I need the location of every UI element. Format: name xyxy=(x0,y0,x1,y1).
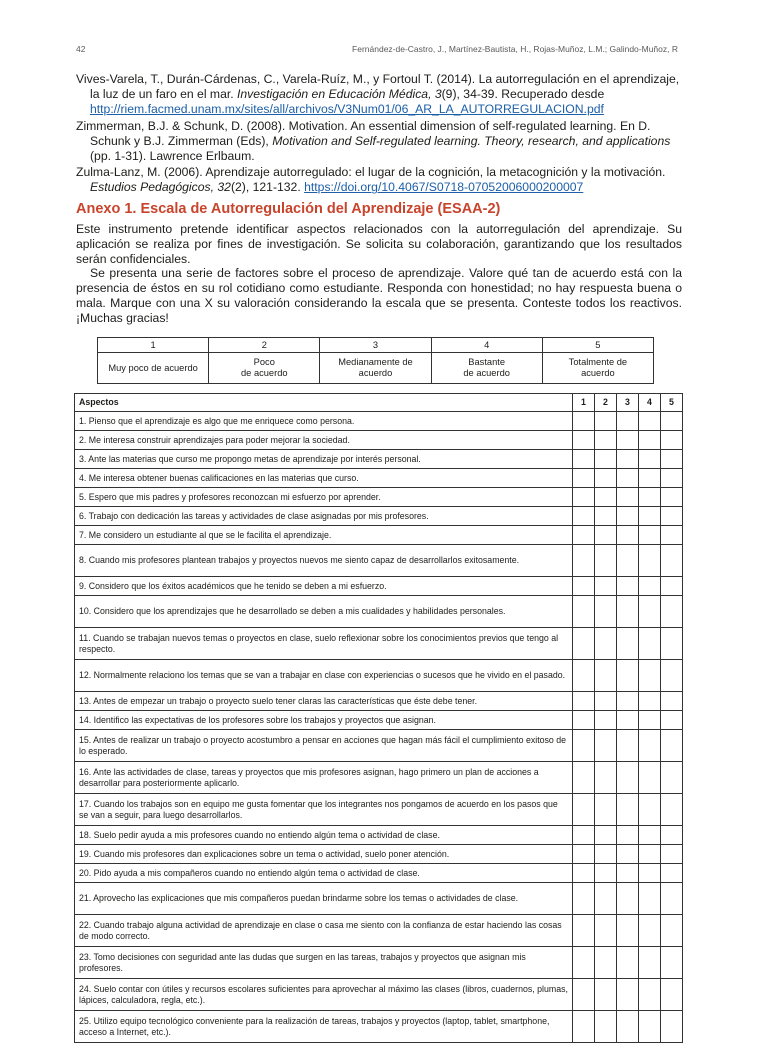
aspect-statement: 16. Ante las actividades de clase, tareas y proyectos que mis profesores asignan, hago primero un plan de acciones a desarrollar para posteriormente aplicarlo. xyxy=(75,762,573,794)
rating-cell[interactable] xyxy=(661,596,683,628)
rating-cell[interactable] xyxy=(661,577,683,596)
rating-cell[interactable] xyxy=(595,864,617,883)
aspect-statement: 22. Cuando trabajo alguna actividad de aprendizaje en clase o casa me siento con la confianza de estar haciendo las cosas de modo correcto. xyxy=(75,915,573,947)
aspect-statement: 12. Normalmente relaciono los temas que se van a trabajar en clase con experiencias o sucesos que he vivido en el pasado. xyxy=(75,660,573,692)
rating-cell[interactable] xyxy=(573,915,595,947)
rating-cell[interactable] xyxy=(661,450,683,469)
rating-cell[interactable] xyxy=(639,883,661,915)
rating-cell[interactable] xyxy=(595,596,617,628)
rating-cell[interactable] xyxy=(661,545,683,577)
rating-cell[interactable] xyxy=(639,596,661,628)
rating-cell[interactable] xyxy=(573,979,595,1011)
rating-cell[interactable] xyxy=(661,883,683,915)
rating-cell[interactable] xyxy=(573,1011,595,1043)
aspect-statement: 20. Pido ayuda a mis compañeros cuando no entiendo algún tema o actividad de clase. xyxy=(75,864,573,883)
rating-cell[interactable] xyxy=(595,826,617,845)
rating-cell[interactable] xyxy=(573,883,595,915)
aspect-statement: 13. Antes de empezar un trabajo o proyecto suelo tener claras las características que éste debe tener. xyxy=(75,692,573,711)
aspect-statement: 7. Me considero un estudiante al que se le facilita el aprendizaje. xyxy=(75,526,573,545)
aspect-statement: 4. Me interesa obtener buenas calificaciones en las materias que curso. xyxy=(75,469,573,488)
rating-cell[interactable] xyxy=(617,730,639,762)
aspect-statement: 9. Considero que los éxitos académicos que he tenido se deben a mi esfuerzo. xyxy=(75,577,573,596)
scale-number: 3 xyxy=(320,338,431,353)
annex-title: Anexo 1. Escala de Autorregulación del Aprendizaje (ESAA-2) xyxy=(76,201,501,217)
scale-label: Poco de acuerdo xyxy=(209,353,320,384)
rating-cell[interactable] xyxy=(661,947,683,979)
reference-entry: Vives-Varela, T., Durán-Cárdenas, C., Varela-Ruíz, M., y Fortoul T. (2014). La autorregulación en el aprendizaje, la luz de un faro en el mar. Investigación en Educación Médica, 3(9), 34-39. Recuperado desde http://riem.facmed.unam.mx/sites/all/archivos/V3Num01/06_AR_LA_AUTORREGULACION.pdf xyxy=(76,72,680,117)
rating-cell[interactable] xyxy=(639,979,661,1011)
running-header-authors: Fernández-de-Castro, J., Martínez-Bautista, H., Rojas-Muñoz, L.M.; Galindo-Muñoz, R xyxy=(352,44,678,54)
rating-cell[interactable] xyxy=(617,845,639,864)
scale-label: Totalmente de acuerdo xyxy=(542,353,653,384)
table-row xyxy=(75,431,683,450)
rating-cell[interactable] xyxy=(573,545,595,577)
rating-cell[interactable] xyxy=(573,692,595,711)
rating-cell[interactable] xyxy=(617,628,639,660)
table-row xyxy=(75,412,683,431)
rating-cell[interactable] xyxy=(661,692,683,711)
rating-cell[interactable] xyxy=(639,794,661,826)
rating-cell[interactable] xyxy=(639,526,661,545)
rating-cell[interactable] xyxy=(661,864,683,883)
rating-cell[interactable] xyxy=(617,660,639,692)
rating-column-header: 2 xyxy=(595,394,617,412)
reference-link[interactable]: http://riem.facmed.unam.mx/sites/all/archivos/V3Num01/06_AR_LA_AUTORREGULACION.pdf xyxy=(90,102,604,117)
scale-label: Bastante de acuerdo xyxy=(431,353,542,384)
rating-cell[interactable] xyxy=(595,469,617,488)
aspect-statement: 1. Pienso que el aprendizaje es algo que me enriquece como persona. xyxy=(75,412,573,431)
rating-cell[interactable] xyxy=(573,947,595,979)
scale-label: Medianamente de acuerdo xyxy=(320,353,431,384)
table-row xyxy=(75,730,683,762)
rating-cell[interactable] xyxy=(617,915,639,947)
rating-cell[interactable] xyxy=(595,507,617,526)
rating-cell[interactable] xyxy=(573,660,595,692)
running-header xyxy=(76,44,678,58)
rating-cell[interactable] xyxy=(595,412,617,431)
rating-cell[interactable] xyxy=(573,596,595,628)
rating-cell[interactable] xyxy=(595,431,617,450)
rating-cell[interactable] xyxy=(661,979,683,1011)
table-row xyxy=(75,596,683,628)
rating-cell[interactable] xyxy=(595,660,617,692)
rating-cell[interactable] xyxy=(639,488,661,507)
aspect-statement: 18. Suelo pedir ayuda a mis profesores cuando no entiendo algún tema o actividad de clase. xyxy=(75,826,573,845)
rating-cell[interactable] xyxy=(573,826,595,845)
scale-number: 4 xyxy=(431,338,542,353)
aspect-statement: 11. Cuando se trabajan nuevos temas o proyectos en clase, suelo reflexionar sobre los conocimientos previos que tengo al respecto. xyxy=(75,628,573,660)
rating-cell[interactable] xyxy=(661,730,683,762)
rating-cell[interactable] xyxy=(661,628,683,660)
rating-cell[interactable] xyxy=(639,845,661,864)
rating-cell[interactable] xyxy=(661,412,683,431)
instructions-paragraph: Este instrumento pretende identificar aspectos relacionados con la autorregulación del aprendizaje. Su aplicación se realiza por fines de investigación. Se solicita su colaboración, garantizando que los resultados serán confidenciales. xyxy=(76,222,682,266)
rating-cell[interactable] xyxy=(617,596,639,628)
references-list xyxy=(76,72,682,197)
rating-cell[interactable] xyxy=(661,762,683,794)
rating-cell[interactable] xyxy=(639,412,661,431)
rating-cell[interactable] xyxy=(617,864,639,883)
scale-label: Muy poco de acuerdo xyxy=(98,353,209,384)
rating-cell[interactable] xyxy=(573,526,595,545)
table-row xyxy=(75,711,683,730)
rating-cell[interactable] xyxy=(639,711,661,730)
rating-cell[interactable] xyxy=(639,730,661,762)
aspect-statement: 5. Espero que mis padres y profesores reconozcan mi esfuerzo por aprender. xyxy=(75,488,573,507)
rating-cell[interactable] xyxy=(661,845,683,864)
rating-cell[interactable] xyxy=(595,730,617,762)
instructions-paragraph: Se presenta una serie de factores sobre el proceso de aprendizaje. Valore qué tan de acuerdo está con la presencia de éstos en su rol cotidiano como estudiante. Responda con honestidad; no hay respuesta buena o mala. Marque con una X su valoración considerando la escala que se presenta. Conteste todos los reactivos. ¡Muchas gracias! xyxy=(76,266,682,325)
table-row xyxy=(75,469,683,488)
rating-cell[interactable] xyxy=(595,947,617,979)
rating-cell[interactable] xyxy=(573,628,595,660)
rating-column-header: 1 xyxy=(573,394,595,412)
rating-cell[interactable] xyxy=(617,1011,639,1043)
rating-cell[interactable] xyxy=(639,545,661,577)
rating-cell[interactable] xyxy=(573,412,595,431)
rating-cell[interactable] xyxy=(617,545,639,577)
table-row xyxy=(75,826,683,845)
rating-cell[interactable] xyxy=(617,488,639,507)
rating-cell[interactable] xyxy=(617,431,639,450)
rating-cell[interactable] xyxy=(661,488,683,507)
rating-cell[interactable] xyxy=(639,450,661,469)
rating-cell[interactable] xyxy=(595,883,617,915)
rating-cell[interactable] xyxy=(639,431,661,450)
rating-cell[interactable] xyxy=(639,826,661,845)
rating-cell[interactable] xyxy=(595,711,617,730)
reference-link[interactable]: https://doi.org/10.4067/S0718-07052006000200007 xyxy=(304,180,584,195)
rating-cell[interactable] xyxy=(617,692,639,711)
rating-cell[interactable] xyxy=(617,979,639,1011)
rating-cell[interactable] xyxy=(573,845,595,864)
rating-cell[interactable] xyxy=(595,628,617,660)
table-row xyxy=(75,979,683,1011)
page-number: 42 xyxy=(76,44,86,54)
reference-entry: Zimmerman, B.J. & Schunk, D. (2008). Motivation. An essential dimension of self-regulated learning. En D. Schunk y B.J. Zimmerman (Eds), Motivation and Self-regulated learning. Theory, research, and applications (pp. 1-31). Lawrence Erlbaum. xyxy=(76,118,671,164)
rating-cell[interactable] xyxy=(595,577,617,596)
reference-entry: Zulma-Lanz, M. (2006). Aprendizaje autorregulado: el lugar de la cognición, la metacognición y la motivación. Estudios Pedagógicos, 32(2), 121-132. https://doi.org/10.4067/S0718-07052006000200007 xyxy=(76,165,666,195)
aspect-statement: 19. Cuando mis profesores dan explicaciones sobre un tema o actividad, suelo poner atención. xyxy=(75,845,573,864)
table-row xyxy=(75,628,683,660)
rating-cell[interactable] xyxy=(595,526,617,545)
rating-cell[interactable] xyxy=(639,469,661,488)
table-row xyxy=(75,488,683,507)
rating-cell[interactable] xyxy=(617,450,639,469)
rating-cell[interactable] xyxy=(573,507,595,526)
rating-cell[interactable] xyxy=(617,883,639,915)
rating-cell[interactable] xyxy=(617,947,639,979)
rating-cell[interactable] xyxy=(617,507,639,526)
table-row xyxy=(75,660,683,692)
rating-cell[interactable] xyxy=(661,1011,683,1043)
rating-cell[interactable] xyxy=(573,431,595,450)
rating-cell[interactable] xyxy=(661,794,683,826)
rating-cell[interactable] xyxy=(639,947,661,979)
scale-number: 1 xyxy=(98,338,209,353)
table-row xyxy=(75,883,683,915)
rating-cell[interactable] xyxy=(661,660,683,692)
rating-cell[interactable] xyxy=(617,577,639,596)
rating-cell[interactable] xyxy=(617,469,639,488)
table-row xyxy=(75,1011,683,1043)
table-row xyxy=(75,692,683,711)
aspect-statement: 23. Tomo decisiones con seguridad ante las dudas que surgen en las tareas, trabajos y proyectos que asignan mis profesores. xyxy=(75,947,573,979)
rating-cell[interactable] xyxy=(617,526,639,545)
rating-cell[interactable] xyxy=(595,915,617,947)
rating-cell[interactable] xyxy=(573,450,595,469)
rating-cell[interactable] xyxy=(639,864,661,883)
aspect-statement: 8. Cuando mis profesores plantean trabajos y proyectos nuevos me siento capaz de desarrollarlos exitosamente. xyxy=(75,545,573,577)
table-row xyxy=(75,507,683,526)
aspect-statement: 17. Cuando los trabajos son en equipo me gusta fomentar que los integrantes nos pongamos de acuerdo en los pasos que se van a seguir, para luego desarrollarlos. xyxy=(75,794,573,826)
rating-cell[interactable] xyxy=(617,711,639,730)
rating-cell[interactable] xyxy=(595,794,617,826)
rating-cell[interactable] xyxy=(639,577,661,596)
rating-column-header: 3 xyxy=(617,394,639,412)
rating-cell[interactable] xyxy=(661,711,683,730)
rating-cell[interactable] xyxy=(573,469,595,488)
rating-cell[interactable] xyxy=(573,794,595,826)
table-row xyxy=(75,450,683,469)
rating-cell[interactable] xyxy=(595,488,617,507)
rating-cell[interactable] xyxy=(661,469,683,488)
aspect-statement: 2. Me interesa construir aprendizajes para poder mejorar la sociedad. xyxy=(75,431,573,450)
rating-cell[interactable] xyxy=(639,692,661,711)
table-row xyxy=(75,915,683,947)
rating-column-header: 4 xyxy=(639,394,661,412)
table-row xyxy=(75,947,683,979)
rating-cell[interactable] xyxy=(639,628,661,660)
table-row xyxy=(75,526,683,545)
rating-cell[interactable] xyxy=(573,762,595,794)
scale-number: 5 xyxy=(542,338,653,353)
rating-cell[interactable] xyxy=(595,762,617,794)
aspect-statement: 3. Ante las materias que curso me propongo metas de aprendizaje por interés personal. xyxy=(75,450,573,469)
rating-cell[interactable] xyxy=(639,507,661,526)
instructions xyxy=(76,222,682,326)
rating-cell[interactable] xyxy=(573,730,595,762)
scale-number: 2 xyxy=(209,338,320,353)
table-row xyxy=(75,545,683,577)
rating-cell[interactable] xyxy=(617,794,639,826)
rating-cell[interactable] xyxy=(573,864,595,883)
aspect-statement: 15. Antes de realizar un trabajo o proyecto acostumbro a pensar en acciones que hagan más fácil el cumplimiento exitoso de lo esperado. xyxy=(75,730,573,762)
rating-cell[interactable] xyxy=(661,526,683,545)
table-row xyxy=(75,794,683,826)
rating-cell[interactable] xyxy=(573,488,595,507)
table-row xyxy=(75,864,683,883)
aspect-statement: 10. Considero que los aprendizajes que he desarrollado se deben a mis cualidades y habilidades personales. xyxy=(75,596,573,628)
rating-scale-table xyxy=(97,337,654,384)
aspects-column-header: Aspectos xyxy=(75,394,573,412)
rating-cell[interactable] xyxy=(661,507,683,526)
aspect-statement: 24. Suelo contar con útiles y recursos escolares suficientes para aprovechar al máximo las clases (libros, cuadernos, plumas, lápices, calculadora, regla, etc.). xyxy=(75,979,573,1011)
rating-column-header: 5 xyxy=(661,394,683,412)
aspect-statement: 21. Aprovecho las explicaciones que mis compañeros puedan brindarme sobre los temas o actividades de clase. xyxy=(75,883,573,915)
aspect-statement: 25. Utilizo equipo tecnológico conveniente para la realización de tareas, trabajos y proyectos (laptop, tablet, smartphone, acceso a Internet, etc.). xyxy=(75,1011,573,1043)
rating-cell[interactable] xyxy=(595,979,617,1011)
rating-cell[interactable] xyxy=(617,762,639,794)
rating-cell[interactable] xyxy=(573,577,595,596)
aspect-statement: 14. Identifico las expectativas de los profesores sobre los trabajos y proyectos que asignan. xyxy=(75,711,573,730)
table-row xyxy=(75,577,683,596)
rating-cell[interactable] xyxy=(595,1011,617,1043)
table-row xyxy=(75,845,683,864)
aspects-table xyxy=(74,393,683,1043)
rating-cell[interactable] xyxy=(617,826,639,845)
rating-cell[interactable] xyxy=(661,431,683,450)
rating-cell[interactable] xyxy=(573,711,595,730)
rating-cell[interactable] xyxy=(661,915,683,947)
rating-cell[interactable] xyxy=(639,762,661,794)
rating-cell[interactable] xyxy=(639,660,661,692)
rating-cell[interactable] xyxy=(639,1011,661,1043)
rating-cell[interactable] xyxy=(617,412,639,431)
table-row xyxy=(75,762,683,794)
aspect-statement: 6. Trabajo con dedicación las tareas y actividades de clase asignadas por mis profesores. xyxy=(75,507,573,526)
rating-cell[interactable] xyxy=(595,845,617,864)
rating-cell[interactable] xyxy=(595,450,617,469)
rating-cell[interactable] xyxy=(595,545,617,577)
rating-cell[interactable] xyxy=(661,826,683,845)
rating-cell[interactable] xyxy=(595,692,617,711)
rating-cell[interactable] xyxy=(639,915,661,947)
